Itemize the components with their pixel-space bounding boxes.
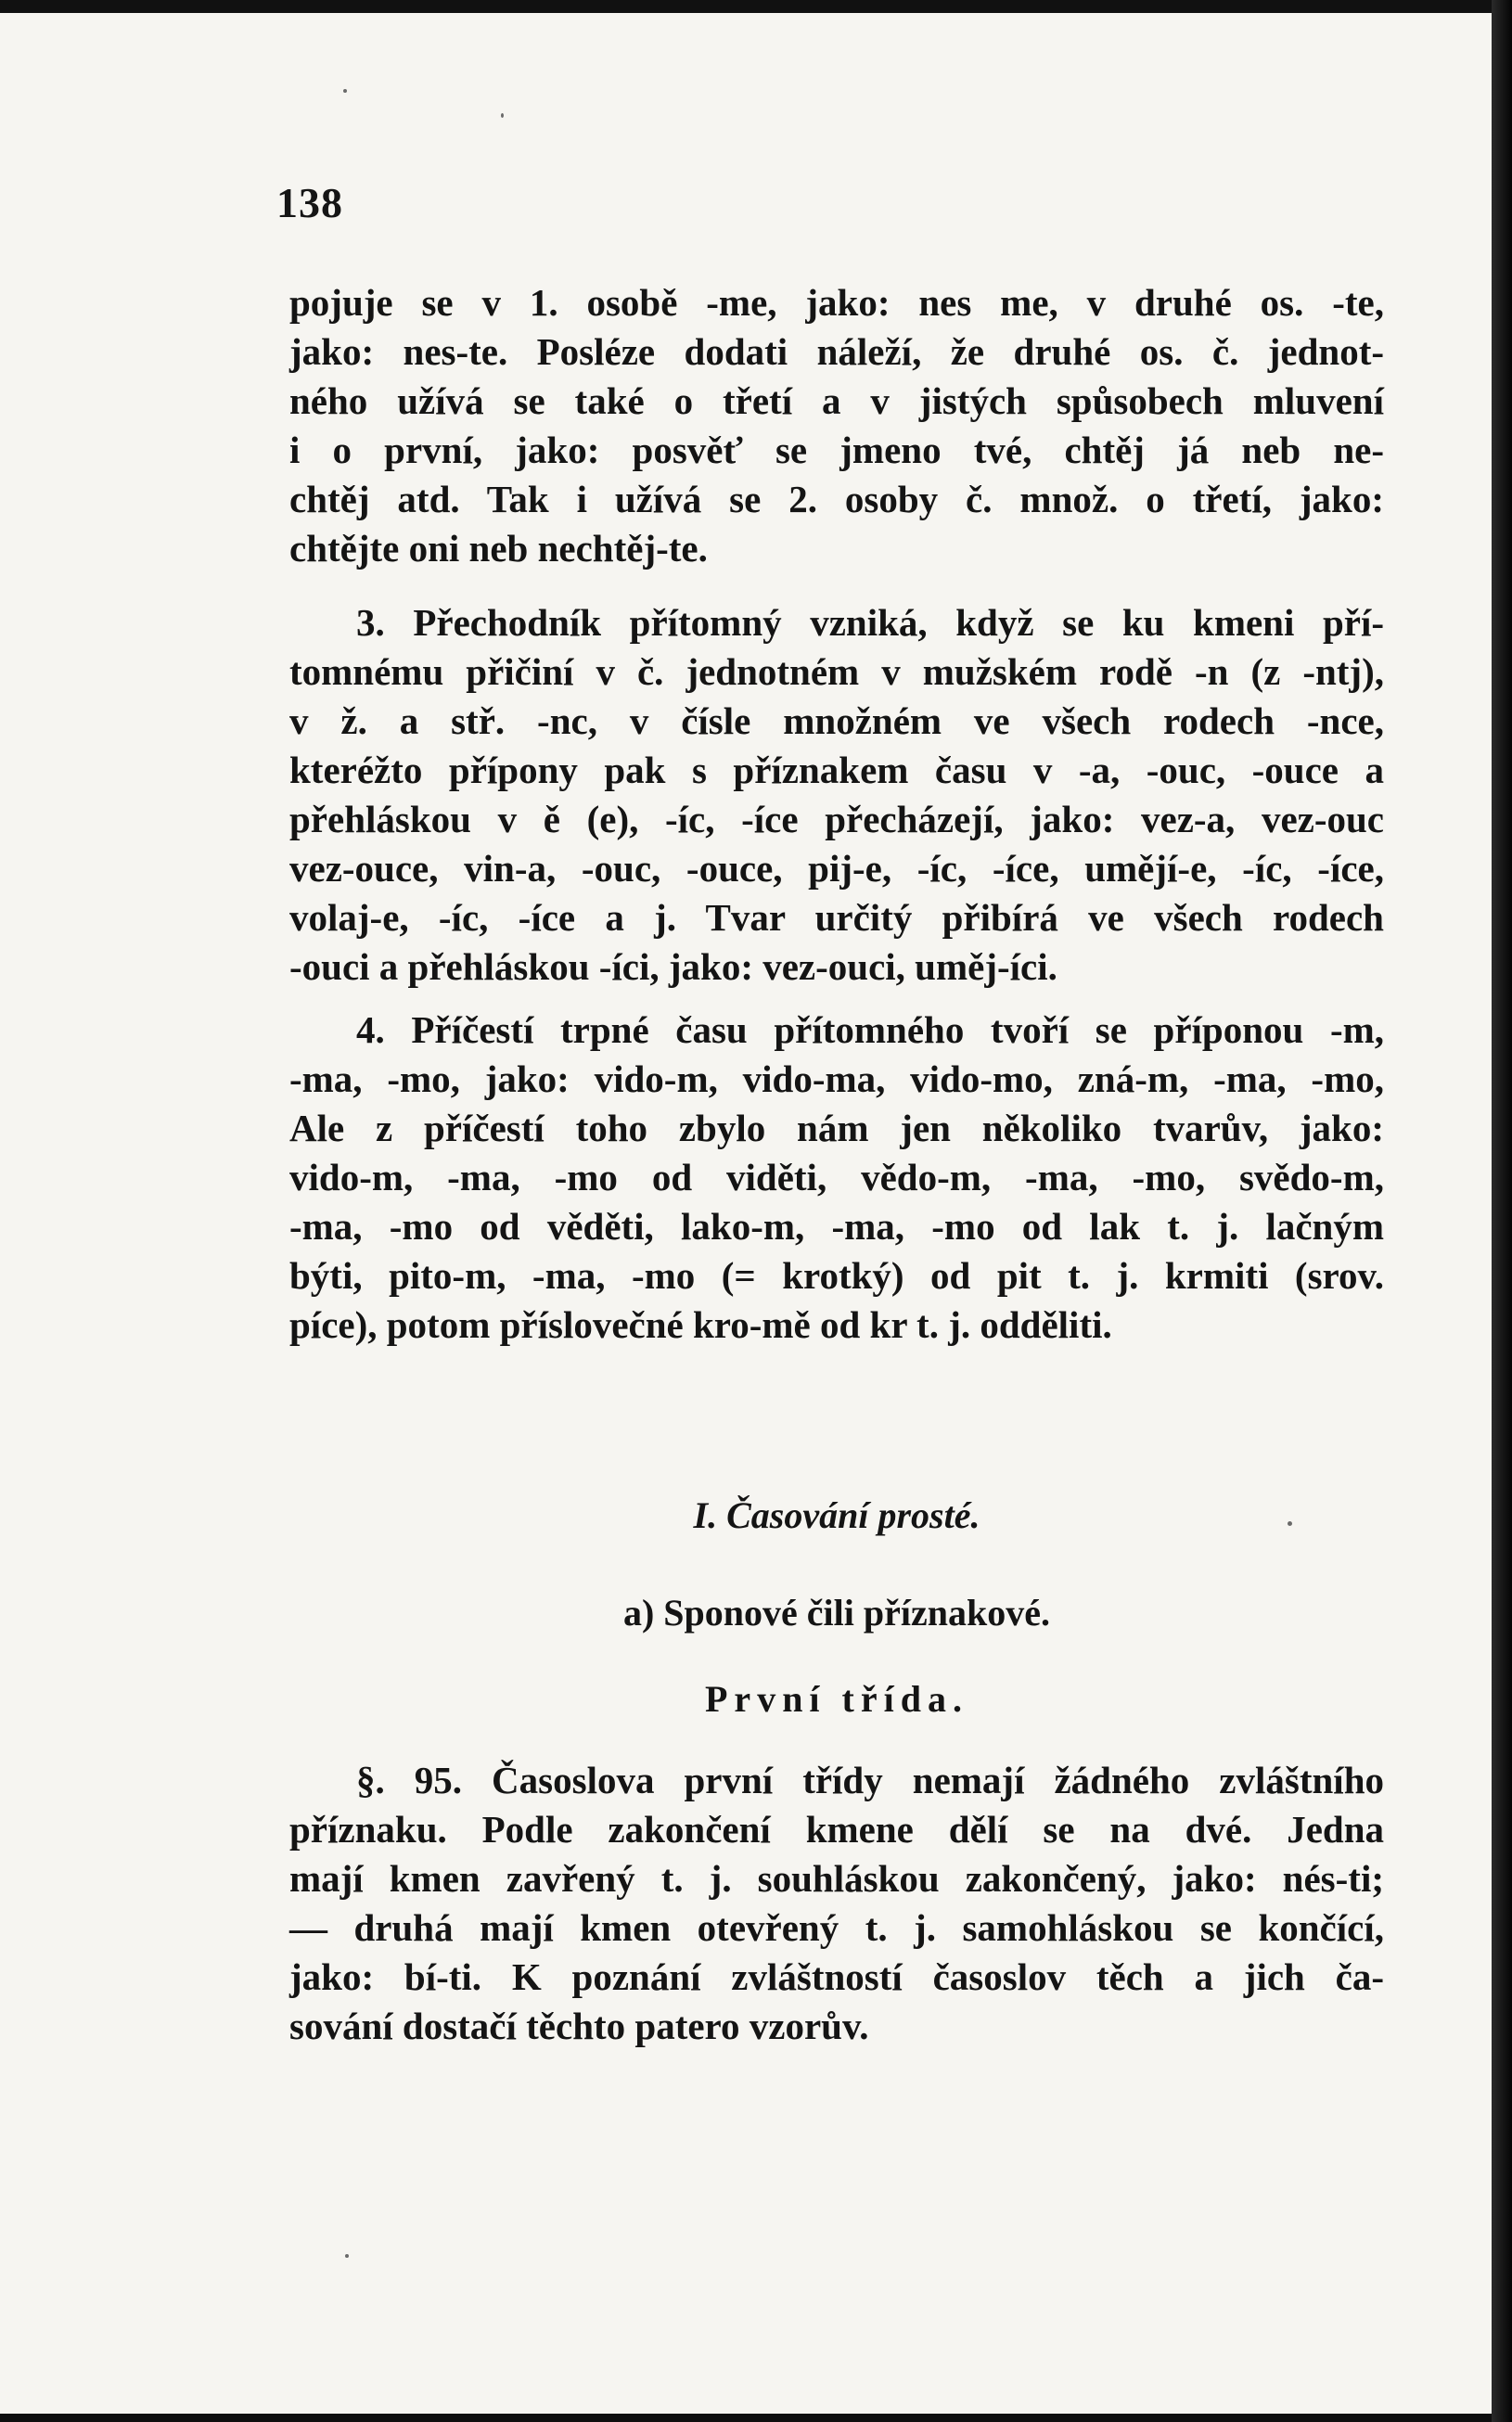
text-line: -ma, -mo, jako: vido-m, vido-ma, vido-mo, zná-m, -ma, -mo, [289,1057,1384,1100]
text-line: pojuje se v 1. osobě -me, jako: nes me, v druhé os. -te, [289,281,1384,324]
text-line: Ale z příčestí toho zbylo nám jen několiko tvarův, jako: [289,1107,1384,1149]
paragraph-imperative-persons [289,278,1384,573]
class-heading: První třída. [705,1678,968,1720]
page-number: 138 [276,179,343,226]
text-line: 3. Přechodník přítomný vzniká, když se ku kmeni pří- [356,601,1384,644]
text-line: píce), potom příslovečné kro-mě od kr t. j. odděliti. [289,1303,1112,1346]
text-line: vez-ouce, vin-a, -ouc, -ouce, pij-e, -íc, -íce, umějí-e, -íc, -íce, [289,847,1384,890]
text-line: 4. Příčestí trpné času přítomného tvoří se příponou -m, [356,1008,1384,1051]
scan-right-edge [1492,0,1512,2422]
text-line: příznaku. Podle zakončení kmene dělí se na dvé. Jedna [289,1808,1384,1851]
paragraph-first-class [289,1756,1384,2051]
text-line: vido-m, -ma, -mo od viděti, vědo-m, -ma, -mo, svědo-m, [289,1156,1384,1198]
section-heading: I. Časování prosté. [693,1494,980,1536]
text-line: — druhá mají kmen otevřený t. j. samohláskou se končící, [289,1906,1384,1949]
text-line: -ma, -mo od věděti, lako-m, -ma, -mo od lak t. j. lačným [289,1205,1384,1248]
text-line: -ouci a přehláskou -íci, jako: vez-ouci, uměj-íci. [289,945,1057,988]
text-line: jako: nes-te. Posléze dodati náleží, že druhé os. č. jednot- [289,330,1384,373]
scan-top-edge [0,0,1512,13]
text-line: ného užívá se také o třetí a v jistých spůsobech mluvení [289,379,1384,422]
text-line: tomnému přičiní v č. jednotném v mužském rodě -n (z -ntj), [289,650,1384,693]
subsection-heading: a) Sponové čili příznakové. [622,1592,1051,1634]
paper-speck [501,113,504,118]
text-line: sování dostačí těchto patero vzorův. [289,2005,869,2047]
paper-speck [345,2254,349,2258]
text-line: býti, pito-m, -ma, -mo (= krotký) od pit t. j. krmiti (srov. [289,1254,1384,1297]
text-line: §. 95. Časoslova první třídy nemají žádného zvláštního [356,1759,1384,1801]
text-line: přehláskou v ě (e), -íc, -íce přecházejí, jako: vez-a, vez-ouc [289,798,1384,840]
text-line: mají kmen zavřený t. j. souhláskou zakončený, jako: nés-ti; [289,1857,1384,1900]
text-line: chtějte oni neb nechtěj-te. [289,527,708,570]
paragraph-present-transgressive [289,598,1384,992]
paragraph-passive-participle [289,1006,1384,1350]
text-line: chtěj atd. Tak i užívá se 2. osoby č. množ. o třetí, jako: [289,478,1384,520]
text-line: kteréžto přípony pak s příznakem času v -a, -ouc, -ouce a [289,749,1384,791]
text-line: i o první, jako: posvěť se jmeno tvé, chtěj já neb ne- [289,429,1384,471]
text-line: volaj-e, -íc, -íce a j. Tvar určitý přibírá ve všech rodech [289,896,1384,939]
text-line: jako: bí-ti. K poznání zvláštností časoslov těch a jich ča- [289,1955,1384,1998]
paper-speck [343,89,347,93]
text-line: v ž. a stř. -nc, v čísle množném ve všech rodech -nce, [289,699,1384,742]
